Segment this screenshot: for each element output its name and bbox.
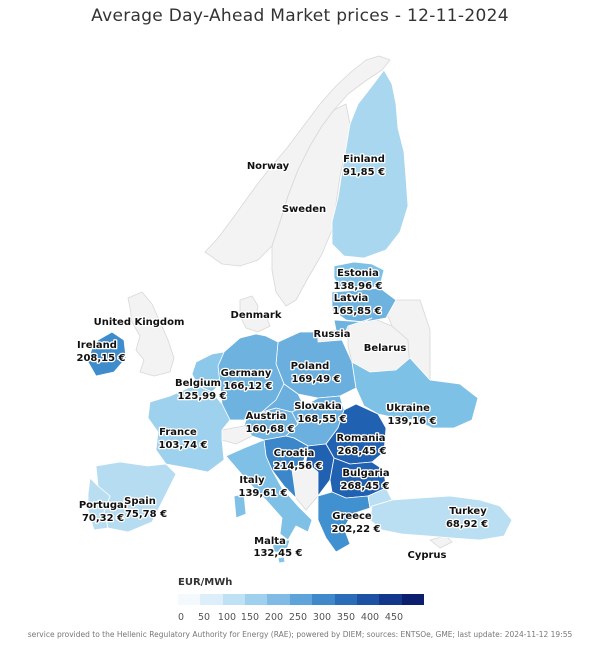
legend-swatch [335,594,357,605]
legend-tick: 400 [360,612,380,623]
label-finland-name: Finland [343,154,385,165]
label-uk: United Kingdom [93,317,185,328]
legend-swatch [267,594,289,605]
label-austria-price: 160,68 € [245,424,295,435]
legend-tick: 100 [217,612,237,623]
legend-tick: 350 [336,612,356,623]
label-turkey-price: 68,92 € [445,519,489,530]
legend-swatch [178,594,200,605]
label-spain-price: 75,78 € [124,509,168,520]
legend-swatch [357,594,379,605]
label-croatia-price: 214,56 € [273,461,323,472]
label-greece-price: 202,22 € [331,524,381,535]
label-latvia-price: 165,85 € [332,306,382,317]
label-romania-price: 268,45 € [337,446,387,457]
legend-tick: 200 [264,612,284,623]
label-belgium-price: 125,99 € [177,391,227,402]
legend-color-scale [178,594,424,605]
legend-swatch [312,594,334,605]
label-estonia-name: Estonia [337,268,379,279]
label-belarus: Belarus [363,343,407,354]
label-finland-price: 91,85 € [342,167,386,178]
label-portugal-price: 70,32 € [81,513,125,524]
label-bulgaria-price: 268,45 € [340,481,390,492]
legend-swatch [402,594,424,605]
footer-credits: service provided to the Hellenic Regulatory Authority for Energy (RAE); powered by DIEM; sources: ENTSOe, GME; last update: 2024-11-12 19:55 [27,630,573,639]
label-italy-name: Italy [239,475,265,486]
label-poland-name: Poland [290,361,330,372]
label-ireland-price: 208,15 € [76,353,126,364]
label-ireland-name: Ireland [77,340,117,351]
label-ukraine-price: 139,16 € [387,416,437,427]
country-greece[interactable] [318,492,370,552]
legend-tick: 0 [177,612,185,623]
label-cyprus: Cyprus [407,550,447,561]
label-austria-name: Austria [245,411,287,422]
label-ukraine-name: Ukraine [386,403,430,414]
label-greece-name: Greece [332,511,372,522]
legend-swatch [290,594,312,605]
label-malta-price: 132,45 € [253,548,303,559]
label-slovakia-name: Slovakia [294,401,342,412]
label-germany-name: Germany [220,368,272,379]
label-poland-price: 169,49 € [291,374,341,385]
label-slovakia-price: 168,55 € [297,414,347,425]
label-denmark: Denmark [230,310,282,321]
legend-swatch [223,594,245,605]
label-russia: Russia [313,329,351,340]
legend-swatch [200,594,222,605]
label-croatia-name: Croatia [273,448,315,459]
legend-title: EUR/MWh [178,577,233,588]
label-italy-price: 139,61 € [238,488,288,499]
legend-tick: 50 [197,612,211,623]
legend-swatch [379,594,401,605]
label-bulgaria-name: Bulgaria [342,468,390,479]
legend-ticks [170,612,440,626]
label-turkey-name: Turkey [449,506,487,517]
label-spain-name: Spain [124,496,156,507]
region-uk [128,292,174,376]
label-romania-name: Romania [336,433,386,444]
legend-tick: 300 [312,612,332,623]
label-sweden: Sweden [281,204,327,215]
map-title: Average Day-Ahead Market prices - 12-11-2024 [91,6,509,26]
label-portugal-name: Portugal [78,500,128,511]
label-latvia-name: Latvia [333,293,369,304]
label-germany-price: 166,12 € [223,381,273,392]
label-malta-name: Malta [254,536,286,547]
country-turkey[interactable] [370,496,512,540]
label-estonia-price: 138,96 € [333,281,383,292]
legend-tick: 250 [288,612,308,623]
legend-swatch [245,594,267,605]
label-france-name: France [159,427,197,438]
label-belgium-name: Belgium [175,378,221,389]
legend-tick: 150 [240,612,260,623]
legend-tick: 450 [384,612,404,623]
label-france-price: 103,74 € [158,440,208,451]
label-norway: Norway [246,161,290,172]
